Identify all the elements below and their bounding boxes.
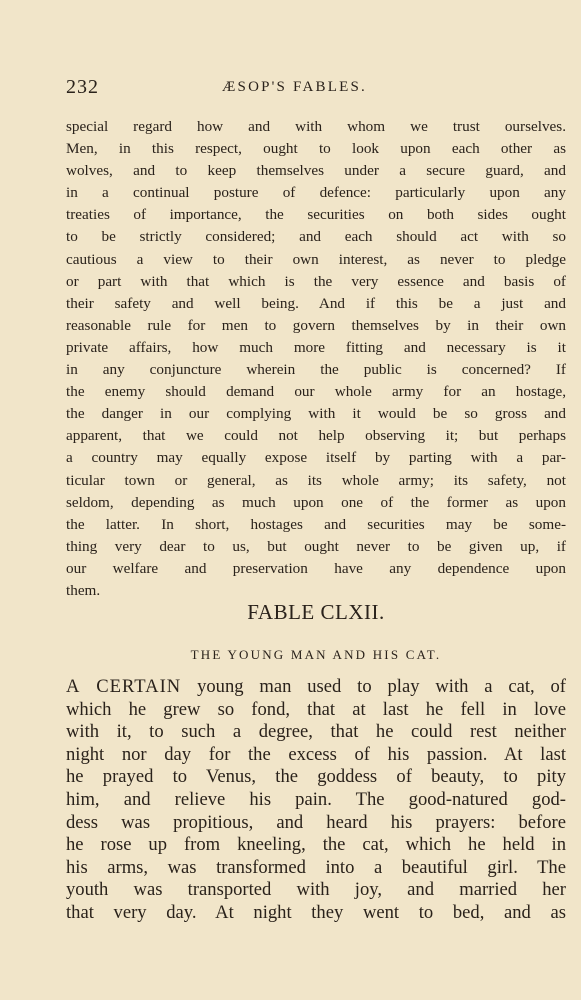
- text-line: the latter. In short, hostages and securities may be some-: [66, 515, 566, 533]
- text-line: or part with that which is the very essence and basis of: [66, 272, 566, 290]
- text-line: private affairs, how much more fitting and necessary is it: [66, 338, 566, 356]
- text-line: treaties of importance, the securities on both sides ought: [66, 206, 566, 224]
- text-line: Men, in this respect, ought to look upon each other as: [66, 140, 566, 158]
- text-line: he rose up from kneeling, the cat, which he held in: [66, 834, 566, 856]
- text-line: night nor day for the excess of his passion. At last: [66, 743, 566, 765]
- fable-text: [66, 676, 566, 925]
- text-line: youth was transported with joy, and married her: [66, 879, 566, 901]
- text-line: thing very dear to us, but ought never to be given up, if: [66, 537, 566, 555]
- text-line: apparent, that we could not help observing it; but perhaps: [66, 427, 566, 445]
- text-line: in any conjuncture wherein the public is concerned? If: [66, 361, 566, 379]
- text-line: with it, to such a degree, that he could rest neither: [66, 721, 566, 743]
- text-line: to be strictly considered; and each should act with so: [66, 228, 566, 246]
- fable-title: THE YOUNG MAN AND HIS CAT.: [190, 647, 442, 662]
- text-line: dess was propitious, and heard his prayers: before: [66, 811, 566, 833]
- text-line: wolves, and to keep themselves under a secure guard, and: [66, 162, 566, 180]
- text-line: that very day. At night they went to bed, and as: [66, 901, 566, 923]
- text-line: our welfare and preservation have any dependence upon: [66, 559, 566, 577]
- text-line: him, and relieve his pain. The good-natured god-: [66, 788, 566, 810]
- text-line: special regard how and with whom we trust ourselves.: [66, 118, 566, 135]
- text-line: his arms, was transformed into a beautiful girl. The: [66, 856, 566, 878]
- text-line: in a continual posture of defence: particularly upon any: [66, 184, 566, 202]
- running-head: [66, 76, 566, 100]
- text-line: seldom, depending as much upon one of the former as upon: [66, 493, 566, 511]
- opening-line: [66, 676, 566, 699]
- text-line: which he grew so fond, that at last he fell in love: [66, 698, 566, 720]
- fable-number: FABLE CLXII.: [247, 600, 385, 624]
- page-number: 232: [66, 76, 99, 98]
- text-line: ticular town or general, as its whole army; its safety, not: [66, 471, 566, 489]
- text-line: he prayed to Venus, the goddess of beauty, to pity: [66, 766, 566, 788]
- text-line: their safety and well being. And if this be a just and: [66, 294, 566, 312]
- opening-words: A CERTAIN: [66, 676, 182, 697]
- text-line: them.: [66, 581, 101, 599]
- text-line: reasonable rule for men to govern themselves by in their own: [66, 316, 566, 334]
- text-line: the danger in our complying with it would be so gross and: [66, 405, 566, 423]
- text-line: cautious a view to their own interest, as never to pledge: [66, 250, 566, 268]
- opening-line-rest: young man used to play with a cat, of: [181, 676, 566, 697]
- previous-fable-text: [66, 116, 566, 602]
- text-line: the enemy should demand our whole army for an hostage,: [66, 383, 566, 401]
- book-title: ÆSOP'S FABLES.: [222, 79, 367, 95]
- text-line: a country may equally expose itself by parting with a par-: [66, 449, 566, 467]
